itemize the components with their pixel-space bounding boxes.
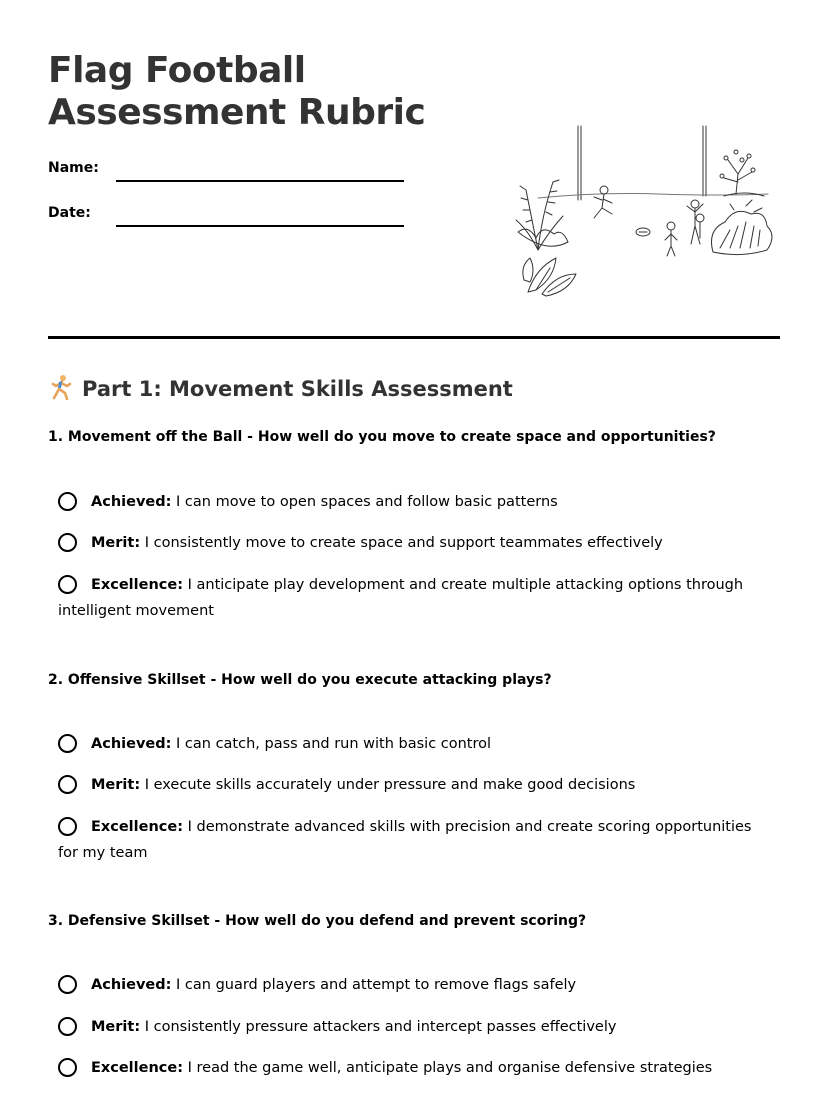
option-level: Merit: xyxy=(91,535,141,551)
title-line-1: Flag Football xyxy=(48,50,306,91)
date-line[interactable] xyxy=(116,225,404,227)
q1-excellence-radio[interactable] xyxy=(58,575,77,594)
q2-achieved-radio[interactable] xyxy=(58,734,77,753)
option-desc: I can move to open spaces and follow basic patterns xyxy=(176,494,558,510)
q1-excellence-option[interactable] xyxy=(58,572,774,624)
q3-excellence-radio[interactable] xyxy=(58,1058,77,1077)
option-level: Excellence: xyxy=(91,819,184,835)
option-desc: I consistently pressure attackers and intercept passes effectively xyxy=(144,1019,617,1035)
part-1-heading-text: Part 1: Movement Skills Assessment xyxy=(82,377,513,401)
question-3: 3. Defensive Skillset - How well do you defend and prevent scoring? xyxy=(48,913,587,929)
q2-achieved-option[interactable] xyxy=(58,731,774,757)
page-title xyxy=(48,50,425,134)
q2-excellence-option[interactable] xyxy=(58,814,774,866)
q3-achieved-radio[interactable] xyxy=(58,975,77,994)
name-line[interactable] xyxy=(116,180,404,182)
option-level: Achieved: xyxy=(91,736,172,752)
q1-achieved-option[interactable] xyxy=(58,489,774,515)
option-level: Achieved: xyxy=(91,977,172,993)
date-label: Date: xyxy=(48,205,91,221)
running-player-icon xyxy=(594,186,612,218)
option-desc: I anticipate play development and create multiple attacking options through intelligent movement xyxy=(58,577,744,619)
fern-bush-icon xyxy=(516,180,568,250)
option-desc: I consistently move to create space and support teammates effectively xyxy=(144,535,663,551)
q1-achieved-radio[interactable] xyxy=(58,492,77,511)
option-level: Excellence: xyxy=(91,1060,184,1076)
tree-icon xyxy=(720,150,764,196)
question-1: 1. Movement off the Ball - How well do you move to create space and opportunities? xyxy=(48,429,716,445)
q2-merit-radio[interactable] xyxy=(58,775,77,794)
flag-football-field-illustration xyxy=(508,120,778,305)
option-desc: I read the game well, anticipate plays and organise defensive strategies xyxy=(187,1060,713,1076)
q3-merit-radio[interactable] xyxy=(58,1017,77,1036)
option-level: Excellence: xyxy=(91,577,184,593)
shrub-icon xyxy=(712,200,773,255)
q1-merit-option[interactable] xyxy=(58,530,774,556)
section-divider xyxy=(48,336,780,339)
q2-merit-option[interactable] xyxy=(58,772,774,798)
option-desc: I execute skills accurately under pressure and make good decisions xyxy=(144,777,636,793)
option-level: Merit: xyxy=(91,1019,141,1035)
q2-excellence-radio[interactable] xyxy=(58,817,77,836)
option-level: Achieved: xyxy=(91,494,172,510)
player-group-icon xyxy=(665,200,704,256)
q3-achieved-option[interactable] xyxy=(58,972,774,998)
option-desc: I can catch, pass and run with basic control xyxy=(176,736,492,752)
question-2: 2. Offensive Skillset - How well do you execute attacking plays? xyxy=(48,672,552,688)
leaf-pile-icon xyxy=(523,258,576,296)
option-desc: I demonstrate advanced skills with precision and create scoring opportunities for my team xyxy=(58,819,752,861)
name-label: Name: xyxy=(48,160,99,176)
option-desc: I can guard players and attempt to remove flags safely xyxy=(176,977,577,993)
q3-excellence-option[interactable] xyxy=(58,1055,774,1081)
part-1-heading xyxy=(48,374,513,401)
option-level: Merit: xyxy=(91,777,141,793)
runner-icon xyxy=(48,374,74,400)
title-line-2: Assessment Rubric xyxy=(48,92,426,133)
q3-merit-option[interactable] xyxy=(58,1014,774,1040)
q1-merit-radio[interactable] xyxy=(58,533,77,552)
